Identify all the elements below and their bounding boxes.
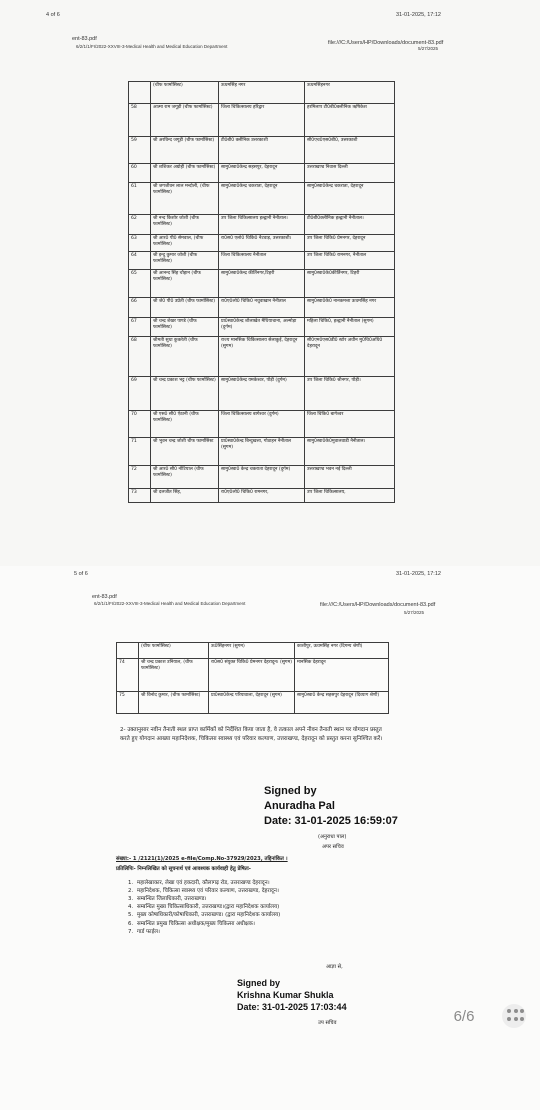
- cell-name: (चीफ फार्मासिस्ट): [139, 643, 209, 659]
- cell-from: सामु0स्वा0 केन्द्र चकराता देहरादून (दुर्गम): [219, 466, 305, 489]
- cell-to: महिला चिकि0, हल्द्वानी नैनीताल (सुगम): [305, 318, 395, 337]
- cell-from: रा0ए0लो0 चिकि0 रामनगर,: [219, 489, 305, 503]
- file-short-name: ent-83.pdf: [72, 36, 97, 42]
- list-item: [128, 903, 408, 911]
- table-row: [129, 104, 395, 137]
- table-row: [129, 270, 395, 298]
- digital-signature-2: [237, 977, 347, 1013]
- list-item: [128, 895, 408, 903]
- signature-date: Date: 31-01-2025 16:59:07: [264, 815, 398, 827]
- cell-name: श्री अरविन्द जगूड़ी (चीफ फार्मासिस्ट): [151, 137, 219, 164]
- table-row: [129, 164, 395, 183]
- cell-from: जिला चिकित्सालय नैनीताल: [219, 252, 305, 270]
- cell-name: श्री भुवन चन्द्र जोशी चीफ फार्मासिस्ट: [151, 438, 219, 466]
- cell-from: ऊ0सिंहनगर (सुगम): [209, 643, 295, 659]
- cell-name: श्री आर0 पी0 सेमवाल, (चीफ फार्मासिस्ट): [151, 235, 219, 252]
- cell-name: श्री दलजीत सिंह,: [151, 489, 219, 503]
- list-number: 5.: [128, 912, 134, 919]
- table-row: [129, 466, 395, 489]
- cell-num: 72: [129, 466, 151, 489]
- cell-to: सी0एच0एस0बी0, उत्तरकाशी: [305, 137, 395, 164]
- list-item: [128, 879, 408, 887]
- cell-from: राज्य मानसिक चिकित्सालय सेलाकुई, देहरादून (सुगम): [219, 337, 305, 377]
- transfer-table: [128, 81, 395, 503]
- cell-num: 65: [129, 270, 151, 298]
- table-row: [129, 235, 395, 252]
- table-row: [129, 377, 395, 411]
- signature-label: Signed by: [237, 978, 281, 988]
- cell-num: 64: [129, 252, 151, 270]
- cell-name: श्री विनोद कुमार, (चीफ फार्मासिस्ट): [139, 692, 209, 714]
- cell-num: 75: [117, 692, 139, 714]
- list-text: सम्बन्धित प्रमुख चिकित्सा अधीक्षक/मुख्य चिकित्सा अधीक्षक।: [137, 920, 255, 927]
- cell-to: उप जिला चिकि0 श्रीनगर, पौड़ी।: [305, 377, 395, 411]
- cell-num: 61: [129, 183, 151, 215]
- cell-name: श्रीमती सुधा कुकरेती (चीफ फार्मासिस्ट): [151, 337, 219, 377]
- dot: [514, 1017, 518, 1021]
- copy-to-heading: प्रतिलिपिः- निम्नलिखित को सूचनार्थ एवं आवश्यक कार्यवाही हेतु प्रेषितः-: [116, 866, 251, 872]
- cell-num: 73: [129, 489, 151, 503]
- signer-name: Anuradha Pal: [264, 800, 335, 812]
- cell-num: 66: [129, 298, 151, 318]
- signer-name-hindi: (अनुराधा पाल): [318, 834, 347, 840]
- cell-name: श्री आर0 सी0 नौटियाल (चीफ फार्मासिस्ट): [151, 466, 219, 489]
- cell-name: श्री इन्दु कुमार जोशी (चीफ फार्मासिस्ट): [151, 252, 219, 270]
- cell-num: 63: [129, 235, 151, 252]
- cell-from: सामु0स्वा0केन्द्र यमकेश्वर, पौड़ी (दुर्गम): [219, 377, 305, 411]
- digital-signature-1: [264, 784, 398, 829]
- cell-num: 71: [129, 438, 151, 466]
- cell-from: जिला चिकित्सालय बागेश्वर (दुर्गम): [219, 411, 305, 438]
- cell-name: श्री नन्द किशोर जोशी (चीफ फार्मासिस्ट): [151, 215, 219, 235]
- print-datetime: 31-01-2025, 17:12: [396, 12, 441, 18]
- dot: [507, 1009, 511, 1013]
- cell-to: सामु0स्वा0के0 नानकमत्ता ऊधमसिंह नगर: [305, 298, 395, 318]
- file-reference: 6/2/1/1/FI/2022-XXVIII-3-Medical Health and Medical Education Department: [76, 44, 228, 49]
- list-text: महालेखाकार, लेखा एवं हकदारी, कौलागढ़ रोड, उत्तराखण्ड देहरादून।: [137, 880, 270, 886]
- cell-to: उप जिला चिकि0 रामनगर, नैनीताल: [305, 252, 395, 270]
- cell-from: सामु0स्वा0केन्द्र सहसपुर, देहरादून: [219, 164, 305, 183]
- table-row: [129, 137, 395, 164]
- cell-num: 60: [129, 164, 151, 183]
- signature-date: Date: 31-01-2025 17:03:44: [237, 1002, 347, 1012]
- signer-name: Krishna Kumar Shukla: [237, 990, 334, 1000]
- cell-from: प्रा0स्वा0केन्द्र परियावाला, देहरादून (सुगम): [209, 692, 295, 714]
- signer-designation: उप सचिव: [318, 1020, 337, 1026]
- print-datetime: 31-01-2025, 17:12: [396, 571, 441, 577]
- list-text: महानिदेशक, चिकित्सा स्वास्थ्य एवं परिवार कल्याण, उत्तराखण्ड, देहरादून।: [137, 888, 279, 895]
- file-stamp: 5/27/2025: [418, 46, 439, 51]
- list-item: [128, 928, 408, 936]
- cell-name: (चीफ फार्मासिस्ट): [151, 82, 219, 104]
- cell-name: आत्मा राम जगूड़ी (चीफ फार्मासिस्ट): [151, 104, 219, 137]
- cell-from: रा0ए0लो0 चिकि0 नथुवाखान नैनीताल: [219, 298, 305, 318]
- list-text: मुख्य कोषाधिकारी/कोषाधिकारी, उत्तराखण्ड। (द्वारा महानिदेशक कार्यालय): [137, 912, 281, 919]
- list-number: 2.: [128, 888, 134, 895]
- table-row: [129, 183, 395, 215]
- list-number: 4.: [128, 904, 134, 911]
- cell-name: श्री शशिकर अग्रोही (चीफ फार्मासिस्ट): [151, 164, 219, 183]
- page-indicator: 6/6: [453, 1008, 475, 1025]
- cell-name: श्री चन्द्र प्रकाश भट्ट (चीफ फार्मासिस्ट): [151, 377, 219, 411]
- list-text: सम्बन्धित जिलाधिकारी, उत्तराखण्ड।: [137, 896, 207, 903]
- cell-to: सामु0स्वा0केन्द्र चकराता, देहरादून: [305, 183, 395, 215]
- table-row: [129, 337, 395, 377]
- table-row: [129, 252, 395, 270]
- cell-to: उत्तराखण्ड निवास दिल्ली: [305, 164, 395, 183]
- cell-name: श्री जे0 पी0 उप्रेती (चीफ फार्मासिस्ट): [151, 298, 219, 318]
- dot: [520, 1009, 524, 1013]
- list-text: सम्बन्धित मुख्य चिकित्साधिकारी, उत्तराखण्ड।(द्वारा महानिदेशक कार्यालय): [137, 904, 280, 911]
- instruction-paragraph: 2- उक्तानुसार नवीन तैनाती स्थल प्राप्त कार्मिकों को निर्देशित किया जाता है, वे तत्काल अपने नीवन तैनाती स्थान पर योगदान प्रस्तुत करते हुए योगदान आख्या महानिदेशक, चिकित्सा स्वास्थ्य एवं परिवार कल्याण, उत्तराखण्ड, देहरादून को प्रस्तुत करना सुनिश्चित करें।: [120, 727, 383, 742]
- cell-num: 74: [117, 659, 139, 692]
- reference-number: संख्या:- 1 /2121(1)/2025 e-file/Comp.No-37929/2023, तद्दिनांकित ।: [116, 856, 288, 862]
- table-row: [129, 438, 395, 466]
- list-number: 7.: [128, 928, 134, 935]
- cell-to: उत्तराखण्ड भवन नई दिल्ली: [305, 466, 395, 489]
- cell-from: जिला चिकित्सालय हरिद्वार: [219, 104, 305, 137]
- file-short-name: ent-83.pdf: [92, 594, 117, 600]
- cell-num: 67: [129, 318, 151, 337]
- signer-designation: अपर सचिव: [322, 844, 344, 850]
- page-label: 4 of 6: [46, 12, 60, 18]
- cell-num: 58: [129, 104, 151, 137]
- cell-to: उप जिला चिकि0 प्रेमनगर, देहरादून: [305, 235, 395, 252]
- cell-from: रा0स0 एलो0 चिकि0 नैटवाड़, उत्तरकाशी।: [219, 235, 305, 252]
- list-text: गार्ड फाईल।: [137, 928, 160, 935]
- cell-name: श्री आनन्द सिंह चौहान (चीफ फार्मासिस्ट): [151, 270, 219, 298]
- cell-to: टी0बी0क्लीनिक हल्द्वानी नैनीताल।: [305, 215, 395, 235]
- cell-num: 62: [129, 215, 151, 235]
- list-number: 1.: [128, 880, 134, 886]
- list-item: [128, 920, 408, 928]
- cell-num: 69: [129, 377, 151, 411]
- cell-num: 70: [129, 411, 151, 438]
- cell-from: सामु0स्वा0केन्द्र कीर्तिनगर,टिहरी: [219, 270, 305, 298]
- cell-from: प्रा0स्वा0केन्द्र शौलाखेत मैथियाचाना, अल्मोड़ा (दुर्गम): [219, 318, 305, 337]
- cell-to: उप जिला चिकित्सालय,: [305, 489, 395, 503]
- cell-to: मानसिक देहरादून: [295, 659, 389, 692]
- cell-from: रा0स0 संयुक्त चिकि0 प्रेमनगर देहरादून। (सुगम): [209, 659, 295, 692]
- table-row: [129, 489, 395, 503]
- file-path: file:///C:/Users/HP/Downloads/document-83.pdf: [320, 602, 436, 608]
- cell-to: जिला चिकि0 बागेश्वर: [305, 411, 395, 438]
- dot: [520, 1017, 524, 1021]
- file-path: file:///C:/Users/HP/Downloads/document-83.pdf: [328, 40, 444, 46]
- page-label: 5 of 6: [74, 571, 88, 577]
- order-text: आज्ञा से,: [326, 964, 343, 970]
- table-row: [117, 659, 389, 692]
- table-row: [129, 318, 395, 337]
- cell-from: सामु0स्वा0केन्द्र चकराता, देहरादून: [219, 183, 305, 215]
- grid-icon[interactable]: [502, 1004, 526, 1028]
- signature-label: Signed by: [264, 785, 317, 797]
- cell-name: श्री चन्द्र शेखर पाण्डे (चीफ फार्मासिस्ट): [151, 318, 219, 337]
- cell-from: ऊधमसिंह नगर: [219, 82, 305, 104]
- cell-num: [117, 643, 139, 659]
- transfer-table-continued: [116, 642, 389, 714]
- cell-num: 68: [129, 337, 151, 377]
- table-row: [129, 215, 395, 235]
- list-number: 6.: [128, 920, 134, 927]
- list-item: [128, 887, 408, 895]
- table-row: [129, 411, 395, 438]
- cell-to: काशीपुर, ऊधमसिंह नगर (दिगम्य श्रेणी): [295, 643, 389, 659]
- cell-name: श्री चन्द्र प्रकाश उनियाल, (चीफ फार्मासिस्ट): [139, 659, 209, 692]
- table-continuation-row: [129, 82, 395, 104]
- cell-from: टी0बी0 क्लीनिक उत्तरकाशी: [219, 137, 305, 164]
- cell-to: सामु0स्वा0के0कीर्तिनगर, टिहरी: [305, 270, 395, 298]
- cell-to: सामु0स्वा0के0मुवालवाडी नैनीताल।: [305, 438, 395, 466]
- distribution-list: [128, 879, 408, 936]
- list-number: 3.: [128, 896, 134, 903]
- cell-num: [129, 82, 151, 104]
- file-stamp: 5/27/2025: [404, 610, 425, 615]
- cell-to: हरमिलाप टी0बी0क्लीनिक ऋषिकेश: [305, 104, 395, 137]
- cell-from: उप जिला चिकित्सालय हल्द्वानी नैनीताल।: [219, 215, 305, 235]
- cell-from: प्रा0स्वा0केन्द्र बिन्दुखत्ता, गोठाहन नैनीताल (सुगम): [219, 438, 305, 466]
- table-row: [129, 298, 395, 318]
- cell-to: ऊधमसिंहनगर: [305, 82, 395, 104]
- dot: [507, 1017, 511, 1021]
- cell-name: श्री जगजीवन लाल मन्दोली, (चीफ फार्मासिस्ट): [151, 183, 219, 215]
- list-item: [128, 911, 408, 919]
- table-row: [117, 692, 389, 714]
- cell-name: श्री एस0 सी0 ऐठानी (चीफ फार्मासिस्ट): [151, 411, 219, 438]
- cell-to: सी0एम0एस0डी0 स्टोर अधीन मु0चि0अधि0 देहरादून: [305, 337, 395, 377]
- file-reference: 6/2/1/1/FI/2022-XXVIII-3-Medical Health and Medical Education Department: [94, 601, 246, 606]
- cell-num: 59: [129, 137, 151, 164]
- table-continuation-row: [117, 643, 389, 659]
- cell-to: सामु0स्वा0 केन्द्र सहसपुर देहरादून (दिव्याग श्रेणी): [295, 692, 389, 714]
- dot: [514, 1009, 518, 1013]
